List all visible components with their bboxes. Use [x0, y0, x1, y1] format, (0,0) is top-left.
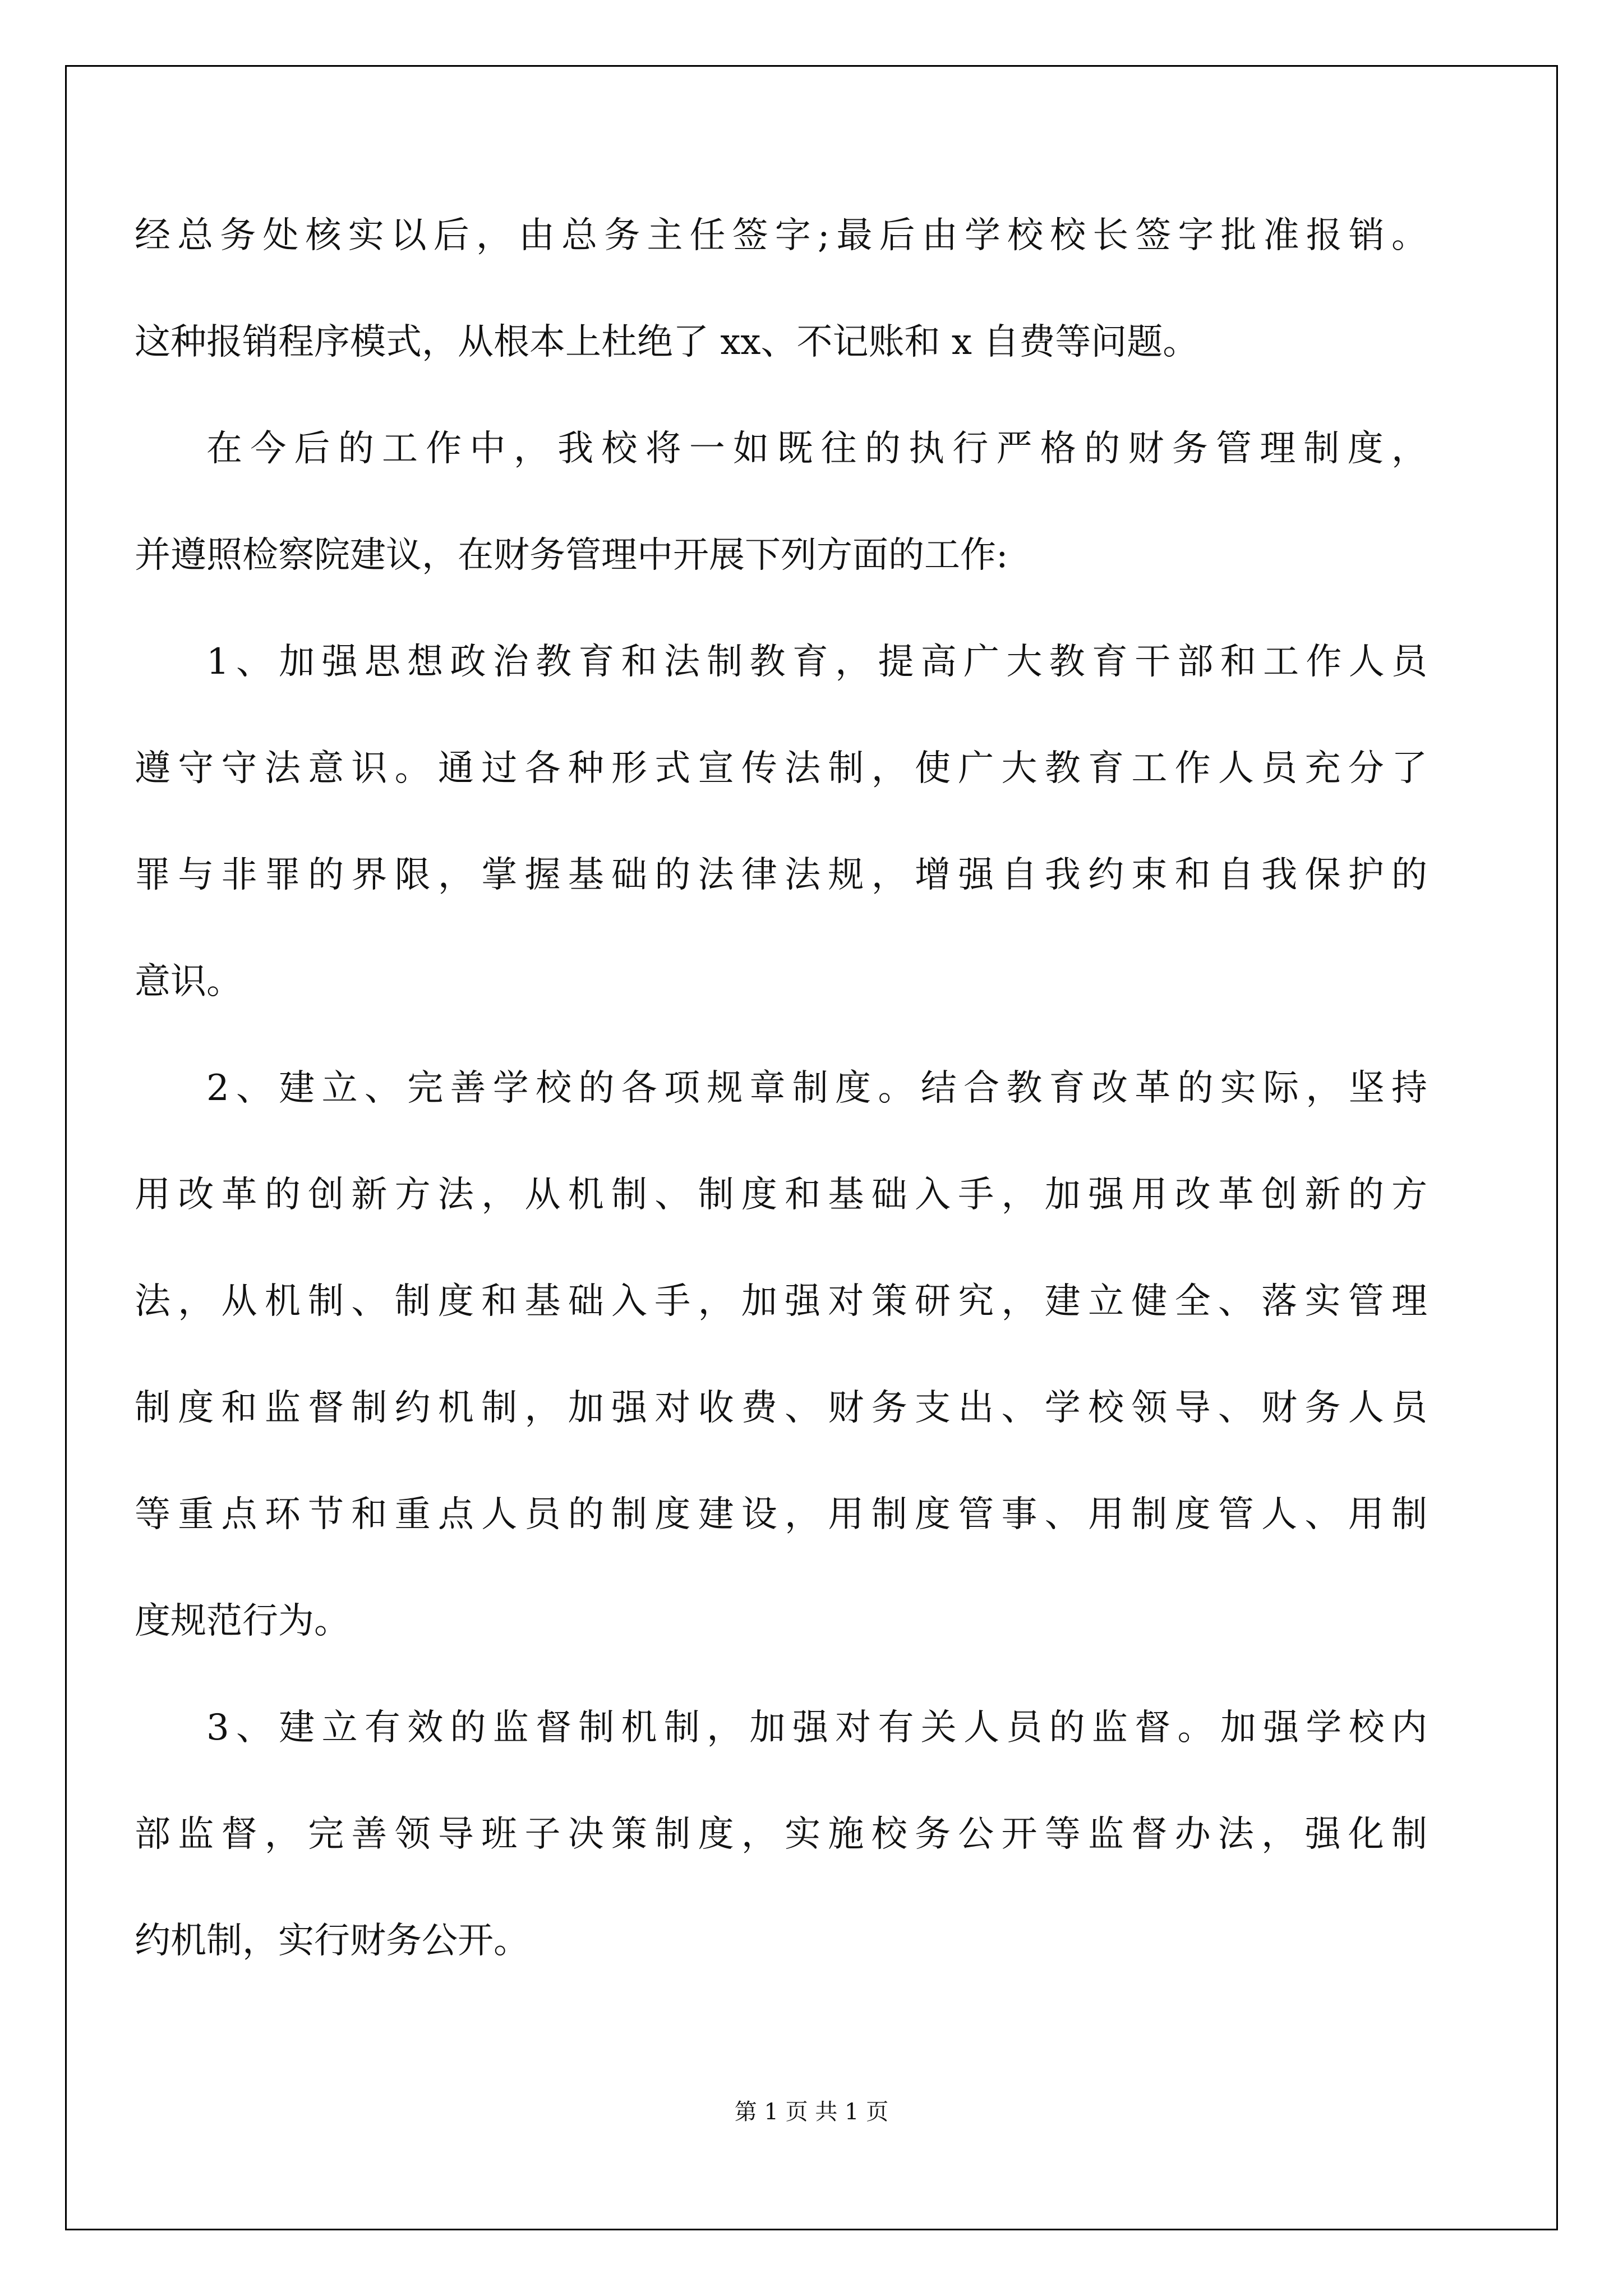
- text-line: 部监督，完善领导班子决策制度，实施校务公开等监督办法，强化制: [135, 1814, 1427, 1855]
- text-line: 在今后的工作中，我校将一如既往的执行严格的财务管理制度，: [206, 428, 1427, 470]
- text-line: 经总务处核实以后，由总务主任签字;最后由学校校长签字批准报销。: [135, 215, 1427, 256]
- text-line: 1、加强思想政治教育和法制教育，提高广大教育干部和工作人员: [206, 641, 1427, 683]
- page-border: [65, 65, 1558, 2230]
- text-line: 2、建立、完善学校的各项规章制度。结合教育改革的实际，坚持: [206, 1068, 1427, 1109]
- text-line: 这种报销程序模式，从根本上杜绝了 xx、不记账和 x 自费等问题。: [135, 321, 1199, 363]
- text-line: 意识。: [135, 961, 242, 1002]
- page-number-footer: 第 1 页 共 1 页: [734, 2099, 889, 2125]
- text-line: 制度和监督制约机制，加强对收费、财务支出、学校领导、财务人员: [135, 1387, 1427, 1429]
- text-line: 罪与非罪的界限，掌握基础的法律法规，增强自我约束和自我保护的: [135, 854, 1427, 896]
- text-line: 3、建立有效的监督制机制，加强对有关人员的监督。加强学校内: [206, 1707, 1427, 1749]
- text-line: 并遵照检察院建议，在财务管理中开展下列方面的工作:: [135, 535, 1008, 576]
- text-line: 度规范行为。: [135, 1600, 350, 1642]
- text-line: 用改革的创新方法，从机制、制度和基础入手，加强用改革创新的方: [135, 1174, 1427, 1216]
- text-line: 约机制，实行财务公开。: [135, 1920, 529, 1962]
- text-line: 法，从机制、制度和基础入手，加强对策研究，建立健全、落实管理: [135, 1281, 1427, 1322]
- text-line: 遵守守法意识。通过各种形式宣传法制，使广大教育工作人员充分了: [135, 748, 1427, 789]
- text-line: 等重点环节和重点人员的制度建设，用制度管事、用制度管人、用制: [135, 1494, 1427, 1535]
